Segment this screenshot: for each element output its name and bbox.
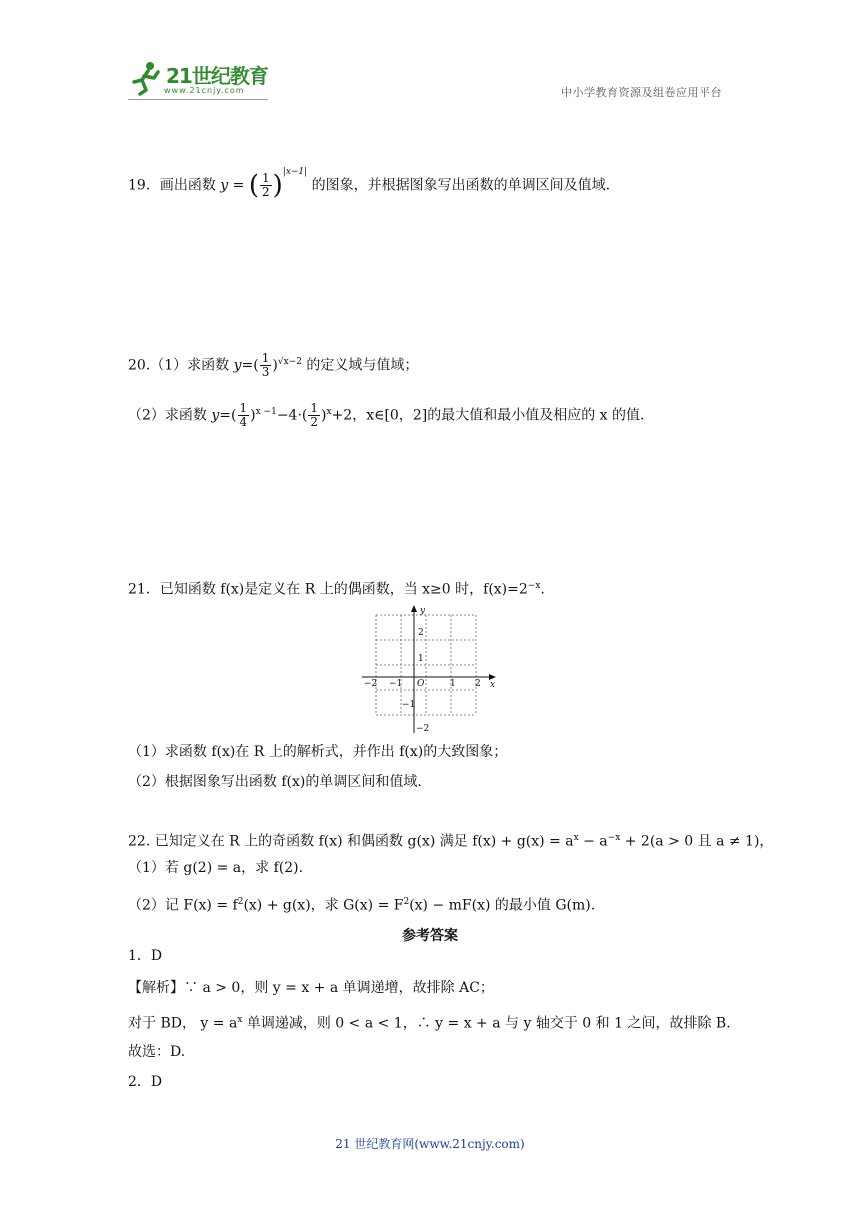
answer-1-conclusion: 故选：D. bbox=[128, 1044, 186, 1060]
y-tick-label: −2 bbox=[416, 724, 430, 734]
fraction: $\frac{1}{2}$ bbox=[261, 171, 270, 200]
y-axis-label: y bbox=[420, 606, 426, 616]
footer-link[interactable]: 21 世纪教育网(www.21cnjy.com) bbox=[335, 1137, 525, 1151]
x-tick-label: −2 bbox=[364, 679, 378, 689]
question-20-part-1: 20.（1）求函数 y=( $\frac{1}{3}$ )$^{√x-2}$ 的定义域与值域； bbox=[128, 351, 419, 380]
x-tick-label: 2 bbox=[475, 679, 481, 689]
x-axis-label: x bbox=[490, 680, 496, 690]
x-tick-label: −1 bbox=[389, 679, 403, 689]
running-figure-icon bbox=[128, 60, 164, 96]
question-22-part-1: （1）若 g(2) = a，求 f(2). bbox=[128, 860, 304, 876]
site-logo bbox=[128, 60, 288, 102]
fraction: $\frac{1}{2}$ bbox=[310, 401, 319, 430]
x-tick-label: 1 bbox=[450, 679, 456, 689]
origin-label: O bbox=[417, 679, 425, 689]
fraction: $\frac{1}{3}$ bbox=[261, 351, 270, 380]
coordinate-grid bbox=[362, 605, 502, 735]
logo-underline bbox=[128, 99, 268, 100]
answers-title: 参考答案 bbox=[402, 928, 458, 944]
question-20-part-2: （2）求函数 y=( $\frac{1}{4}$ )$^{x -1}$−4·( $\frac{1}{2}$ )$^x$+2，x∈[0，2]的最大值和最小值及相应的 x 的值. bbox=[128, 401, 645, 430]
logo-brand: 21世纪教育 bbox=[166, 64, 268, 88]
header-tagline: 中小学教育资源及组卷应用平台 bbox=[561, 86, 722, 99]
y-tick-label: 1 bbox=[418, 654, 424, 664]
answer-1-explanation: 【解析】∵ a > 0，则 y = x + a 单调递增，故排除 AC； bbox=[128, 980, 494, 996]
answer-1-explanation-2: 对于 BD， $y = a^x$ 单调递减，则 0 < a < 1，∴ y = x + a 与 y 轴交于 0 和 1 之间，故排除 B. bbox=[128, 1015, 731, 1032]
question-22-part-2: （2）记 $F(x) = f^2(x) + g(x)$，求 $G(x) = F^2(x) - mF(x)$ 的最小值 G(m). bbox=[128, 897, 596, 914]
answer-2: 2．D bbox=[128, 1074, 163, 1090]
logo-url: www.21cnjy.com bbox=[164, 86, 245, 95]
fraction: $\frac{1}{4}$ bbox=[239, 401, 248, 430]
question-21-part-2: （2）根据图象写出函数 f(x)的单调区间和值域. bbox=[128, 774, 422, 790]
answer-1: 1．D bbox=[128, 948, 163, 964]
y-tick-label: −1 bbox=[402, 700, 416, 710]
question-21-part-1: （1）求函数 f(x)在 R 上的解析式，并作出 f(x)的大致图象； bbox=[128, 744, 508, 760]
y-tick-label: 2 bbox=[418, 628, 424, 638]
question-19: 19．画出函数 y = ( $\frac{1}{2}$ )$^{|x-1|}$ 的图象，并根据图象写出函数的单调区间及值域. bbox=[128, 167, 611, 201]
question-22: 22. 已知定义在 R 上的奇函数 f(x) 和偶函数 g(x) 满足 $f(x) + g(x) = a^x - a^{-x} + 2(a > 0$ 且 a ≠ 1)， bbox=[128, 833, 774, 850]
question-21: 21．已知函数 f(x)是定义在 R 上的偶函数，当 x≥0 时，$f(x)=2^{-x}$. bbox=[128, 581, 545, 598]
